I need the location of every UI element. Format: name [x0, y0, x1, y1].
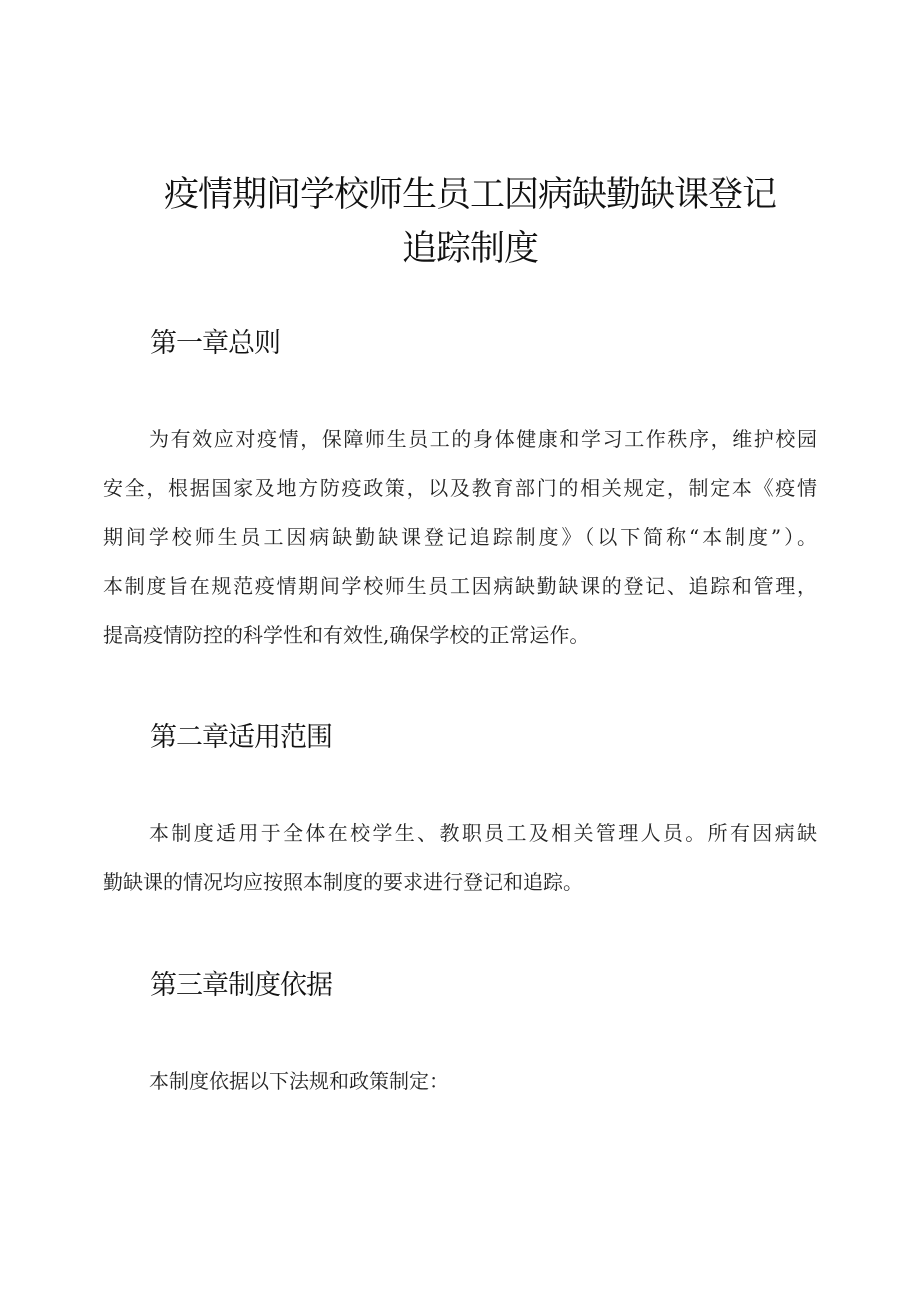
paragraph-line: 本制度依据以下法规和政策制定：	[149, 1069, 449, 1093]
title-line-1: 疫情期间学校师生员工因病缺勤缺课登记	[163, 175, 776, 215]
paragraph-line: 期间学校师生员工因病缺勤缺课登记追踪制度》（以下简称“本制度”）。	[103, 525, 817, 549]
paragraph-line: 安全，根据国家及地方防疫政策，以及教育部门的相关规定，制定本《疫情	[103, 476, 817, 500]
chapter-3-heading: 第三章制度依据	[150, 970, 332, 1001]
chapter-1-heading: 第一章总则	[150, 328, 280, 359]
paragraph-line: 本制度旨在规范疫情期间学校师生员工因病缺勤缺课的登记、追踪和管理，	[103, 574, 817, 598]
paragraph-line: 提高疫情防控的科学性和有效性,确保学校的正常运作。	[103, 623, 590, 647]
paragraph-line: 本制度适用于全体在校学生、教职员工及相关管理人员。所有因病缺	[149, 821, 817, 845]
document-title	[100, 168, 840, 276]
chapter-1-paragraph	[103, 415, 817, 660]
chapter-2-paragraph	[103, 809, 817, 907]
title-line-2: 追踪制度	[401, 229, 538, 269]
paragraph-line: 勤缺课的情况均应按照本制度的要求进行登记和追踪。	[103, 870, 583, 894]
chapter-2-heading: 第二章适用范围	[150, 722, 332, 753]
chapter-3-paragraph	[103, 1057, 817, 1106]
paragraph-line: 为有效应对疫情，保障师生员工的身体健康和学习工作秩序，维护校园	[149, 427, 817, 451]
